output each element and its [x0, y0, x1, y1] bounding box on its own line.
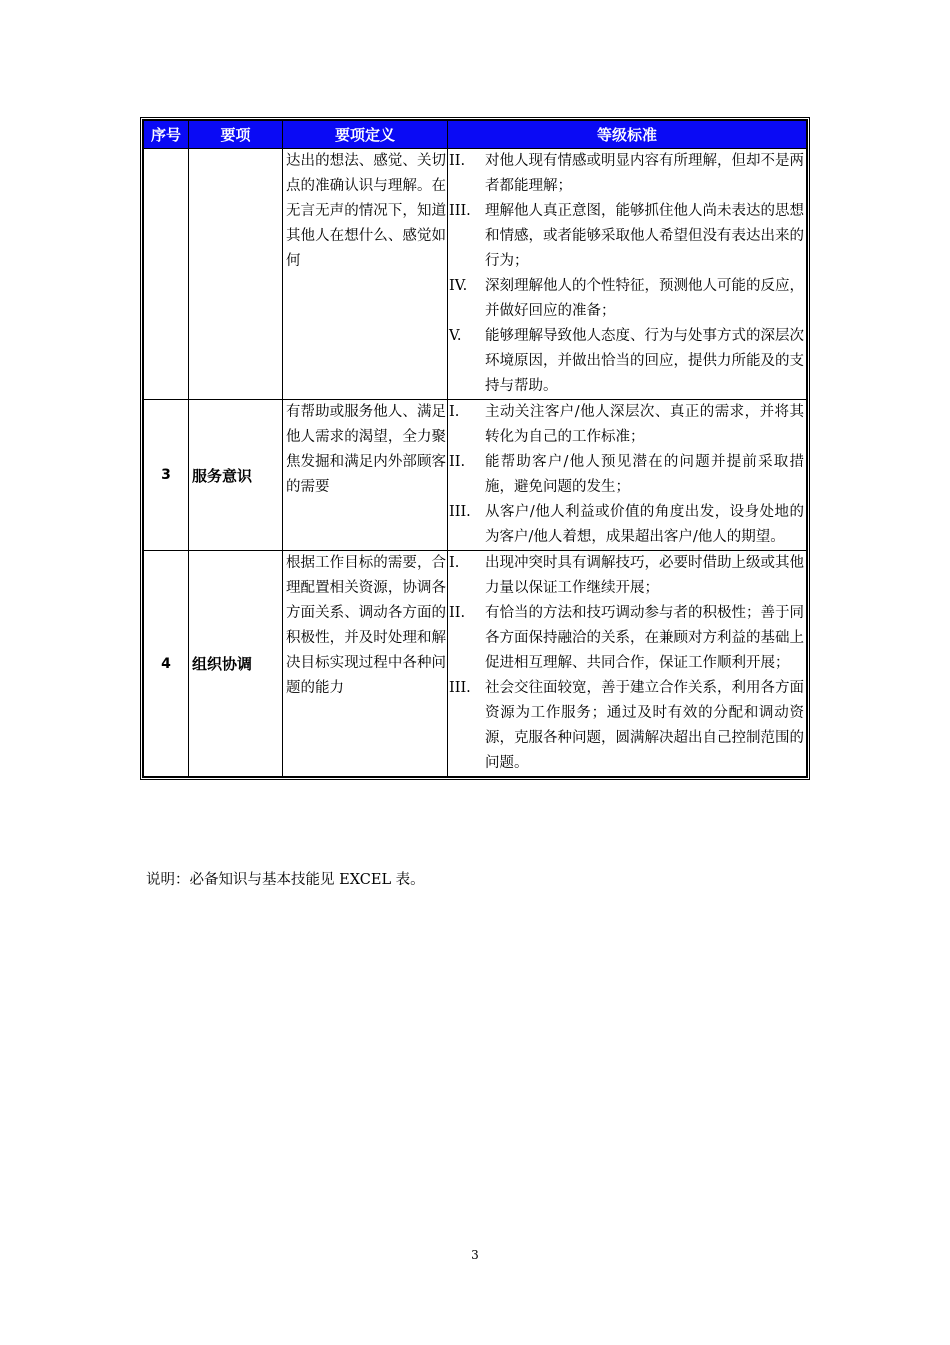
row-definition: 达出的想法、感觉、关切点的准确认识与理解。在无言无声的情况下，知道其他人在想什么、感觉如何: [283, 149, 448, 400]
level-entry: [448, 400, 806, 450]
level-numeral: IV.: [449, 278, 468, 294]
page-number: 3: [471, 1248, 479, 1262]
level-entry: [448, 149, 806, 199]
row-definition: 有帮助或服务他人、满足他人需求的渴望，全力聚焦发掘和满足内外部顾客的需要: [283, 400, 448, 551]
level-numeral: III.: [449, 504, 471, 520]
level-text: 主动关注客户/他人深层次、真正的需求，并将其转化为自己的工作标准；: [485, 404, 804, 445]
table-row: [144, 149, 807, 400]
row-definition: 根据工作目标的需要，合理配置相关资源，协调各方面关系、调动各方面的积极性，并及时处理和解决目标实现过程中各种问题的能力: [283, 551, 448, 777]
table-header-row: [144, 121, 807, 149]
row-levels: [448, 400, 807, 551]
level-text: 出现冲突时具有调解技巧，必要时借助上级或其他力量以保证工作继续开展；: [485, 555, 804, 596]
level-text: 深刻理解他人的个性特征，预测他人可能的反应，并做好回应的准备；: [485, 278, 804, 319]
row-no: 3: [144, 400, 189, 551]
level-text: 能够理解导致他人态度、行为与处事方式的深层次环境原因，并做出恰当的回应，提供力所能及的支持与帮助。: [485, 328, 804, 394]
header-levels: 等级标准: [448, 121, 807, 149]
level-entry: [448, 500, 806, 550]
level-entry: [448, 551, 806, 601]
level-entry: [448, 601, 806, 676]
row-item: 组织协调: [189, 551, 283, 777]
table-row: [144, 551, 807, 777]
level-entry: [448, 324, 806, 399]
level-numeral: III.: [449, 203, 471, 219]
level-numeral: II.: [449, 605, 466, 621]
level-text: 能帮助客户/他人预见潜在的问题并提前采取措施，避免问题的发生；: [485, 454, 804, 495]
level-numeral: II.: [449, 153, 466, 169]
footnote: 说明：必备知识与基本技能见 EXCEL 表。: [146, 872, 425, 888]
level-text: 有恰当的方法和技巧调动参与者的积极性；善于同各方面保持融洽的关系，在兼顾对方利益的基础上促进相互理解、共同合作，保证工作顺利开展；: [485, 605, 804, 671]
header-item: 要项: [189, 121, 283, 149]
level-numeral: I.: [449, 555, 460, 571]
row-no: [144, 149, 189, 400]
row-item: 服务意识: [189, 400, 283, 551]
level-numeral: II.: [449, 454, 466, 470]
level-entry: [448, 274, 806, 324]
level-text: 从客户/他人利益或价值的角度出发，设身处地的为客户/他人着想，成果超出客户/他人的期望。: [485, 504, 804, 545]
table-row: [144, 400, 807, 551]
header-definition: 要项定义: [283, 121, 448, 149]
level-text: 社会交往面较宽，善于建立合作关系，利用各方面资源为工作服务；通过及时有效的分配和调动资源，克服各种问题，圆满解决超出自己控制范围的问题。: [485, 680, 804, 771]
competency-table: [140, 117, 810, 780]
level-text: 对他人现有情感或明显内容有所理解，但却不是两者都能理解；: [485, 153, 804, 194]
level-entry: [448, 199, 806, 274]
row-no: 4: [144, 551, 189, 777]
level-numeral: III.: [449, 680, 471, 696]
row-levels: [448, 149, 807, 400]
header-no: 序号: [144, 121, 189, 149]
level-numeral: V.: [449, 328, 462, 344]
level-text: 理解他人真正意图，能够抓住他人尚未表达的思想和情感，或者能够采取他人希望但没有表达出来的行为；: [485, 203, 804, 269]
row-item: [189, 149, 283, 400]
level-entry: [448, 676, 806, 776]
row-levels: [448, 551, 807, 777]
level-numeral: I.: [449, 404, 460, 420]
level-entry: [448, 450, 806, 500]
